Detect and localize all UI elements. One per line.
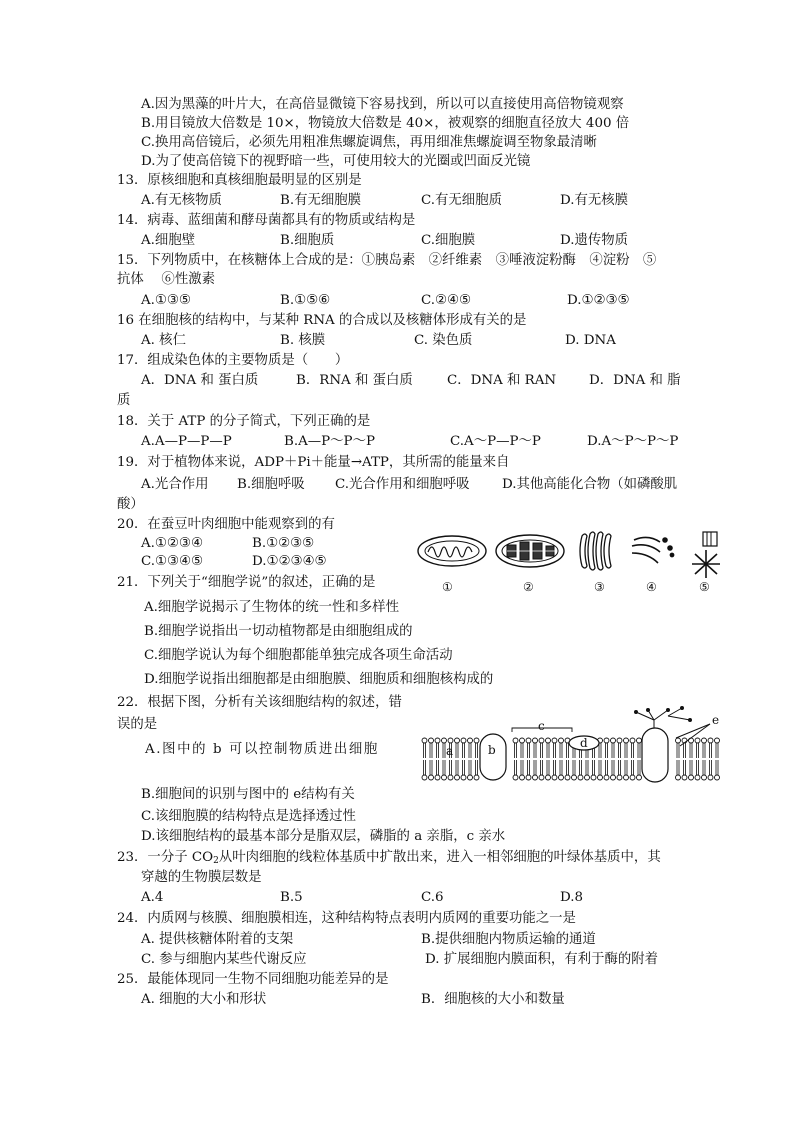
q22-option-a: A.图中的 b 可以控制物质进出细胞	[145, 742, 379, 757]
q20-stem: 20．在蚕豆叶肉细胞中能观察到的有	[117, 517, 335, 532]
organelle-label-5: ⑤	[699, 580, 710, 594]
chloroplast-figure	[496, 535, 564, 567]
q17-option-d-cont: 质	[117, 393, 131, 408]
membrane-label-c: c	[538, 719, 545, 733]
q17-option-d: D．DNA 和 脂	[589, 373, 681, 388]
organelle-figure	[410, 528, 730, 598]
endoplasmic-reticulum-figure	[632, 537, 674, 563]
q23-stem-cont: 穿越的生物膜层数是	[141, 870, 262, 885]
q16-option-a: A. 核仁	[141, 333, 186, 348]
q13-option-b: B.有无细胞膜	[280, 193, 362, 208]
organelle-label-1: ①	[442, 580, 453, 594]
q20-option-b: B.①②③⑤	[252, 536, 315, 551]
q22-option-c: C.该细胞膜的结构特点是选择透过性	[141, 809, 356, 824]
q19-option-a: A.光合作用	[141, 477, 209, 492]
q19-option-d: D.其他高能化合物（如磷酸肌	[502, 477, 678, 492]
q21-option-d: D.细胞学说指出细胞都是由细胞膜、细胞质和细胞核构成的	[144, 672, 494, 687]
q23-option-a: A.4	[141, 890, 164, 905]
q24-option-a: A. 提供核糖体附着的支架	[141, 932, 294, 947]
q16-stem: 16 在细胞核的结构中，与某种 RNA 的合成以及核糖体形成有关的是	[117, 313, 527, 328]
q13-stem: 13．原核细胞和真核细胞最明显的区别是	[117, 173, 362, 188]
q23-option-d: D.8	[560, 890, 584, 905]
q25-option-b: B．细胞核的大小和数量	[421, 992, 565, 1007]
membrane-label-b: b	[488, 743, 496, 757]
q15-option-b: B.①⑤⑥	[280, 293, 331, 308]
q21-option-c: C.细胞学说认为每个细胞都能单独完成各项生命活动	[144, 648, 453, 663]
q21-option-a: A.细胞学说揭示了生物体的统一性和多样性	[144, 600, 399, 615]
q14-option-d: D.遗传物质	[560, 233, 629, 248]
organelle-label-3: ③	[594, 580, 605, 594]
q19-option-c: C.光合作用和细胞呼吸	[335, 477, 470, 492]
q13-option-d: D.有无核膜	[560, 193, 629, 208]
q15-option-d: D.①②③⑤	[567, 293, 630, 308]
q23-option-b: B.5	[280, 890, 303, 905]
q17-option-c: C．DNA 和 RAN	[447, 373, 557, 388]
q22-option-d: D.该细胞结构的最基本部分是脂双层，磷脂的 a 亲脂，c 亲水	[141, 829, 506, 844]
q13-option-a: A.有无核物质	[141, 193, 222, 208]
q15-stem-cont: 抗体 ⑥性激素	[117, 272, 215, 287]
q24-stem: 24．内质网与核膜、细胞膜相连，这种结构特点表明内质网的重要功能之一是	[117, 911, 576, 926]
q25-option-a: A. 细胞的大小和形状	[141, 992, 267, 1007]
q24-option-d: D. 扩展细胞内膜面积，有利于酶的附着	[425, 952, 659, 967]
q22-stem: 22．根据下图，分析有关该细胞结构的叙述，错	[117, 695, 402, 710]
q18-option-b: B.A—P～P～P	[284, 434, 375, 449]
q17-stem: 17．组成染色体的主要物质是（ ）	[117, 353, 349, 368]
q20-option-a: A.①②③④	[141, 536, 203, 551]
q12-option-c: C.换用高倍镜后，必须先用粗准焦螺旋调焦，再用细准焦螺旋调至物象最清晰	[141, 135, 597, 150]
q24-option-b: B.提供细胞内物质运输的通道	[421, 932, 596, 947]
q21-stem: 21．下列关于“细胞学说”的叙述，正确的是	[117, 575, 376, 590]
q12-option-a: A.因为黑藻的叶片大，在高倍显微镜下容易找到，所以可以直接使用高倍物镜观察	[141, 97, 624, 112]
q22-stem-cont: 误的是	[117, 717, 158, 732]
membrane-label-d: d	[580, 736, 588, 750]
q14-stem: 14．病毒、蓝细菌和酵母菌都具有的物质或结构是	[117, 213, 416, 228]
protein-b	[480, 734, 506, 780]
protein-e	[642, 728, 668, 782]
q18-option-a: A.A—P—P—P	[141, 434, 232, 449]
q15-stem: 15．下列物质中，在核糖体上合成的是：①胰岛素 ②纤维素 ③唾液淀粉酶 ④淀粉 ⑤	[117, 253, 657, 268]
q12-option-d: D.为了使高倍镜下的视野暗一些，可使用较大的光圈或凹面反光镜	[141, 154, 531, 169]
organelle-label-2: ②	[523, 580, 534, 594]
q17-option-a: A．DNA 和 蛋白质	[141, 373, 259, 388]
q20-option-d: D.①②③④⑤	[252, 554, 327, 569]
q21-option-b: B.细胞学说指出一切动植物都是由细胞组成的	[144, 624, 413, 639]
golgi-figure	[580, 532, 611, 570]
membrane-label-a: a	[446, 744, 454, 758]
membrane-figure	[418, 704, 730, 786]
q19-stem: 19．对于植物体来说，ADP＋Pi＋能量→ATP，其所需的能量来自	[117, 455, 510, 470]
q16-option-b: B. 核膜	[280, 333, 326, 348]
organelle-label-4: ④	[646, 580, 657, 594]
q18-stem: 18．关于 ATP 的分子简式，下列正确的是	[117, 414, 371, 429]
q16-option-c: C. 染色质	[414, 333, 473, 348]
q12-option-b: B.用目镜放大倍数是 10×，物镜放大倍数是 40×，被观察的细胞直径放大 400 倍	[141, 116, 630, 131]
q20-option-c: C.①③④⑤	[141, 554, 204, 569]
q14-option-a: A.细胞壁	[141, 233, 196, 248]
q15-option-c: C.②④⑤	[421, 293, 472, 308]
q17-option-b: B．RNA 和 蛋白质	[296, 373, 413, 388]
q16-option-d: D. DNA	[565, 333, 616, 348]
q15-option-a: A.①③⑤	[141, 293, 191, 308]
q22-option-b: B.细胞间的识别与图中的 e结构有关	[141, 787, 355, 802]
q14-option-c: C.细胞膜	[421, 233, 476, 248]
q19-option-d-cont: 酸）	[117, 497, 144, 512]
mitochondrion-figure	[418, 536, 486, 566]
q25-stem: 25．最能体现同一生物不同细胞功能差异的是	[117, 972, 389, 987]
membrane-label-e: e	[712, 713, 720, 727]
q23-option-c: C.6	[421, 890, 444, 905]
centrosome-figure	[692, 532, 720, 578]
q18-option-d: D.A～P～P～P	[587, 434, 679, 449]
q13-option-c: C.有无细胞质	[421, 193, 502, 208]
q19-option-b: B.细胞呼吸	[237, 477, 305, 492]
q24-option-c: C. 参与细胞内某些代谢反应	[141, 952, 307, 967]
q14-option-b: B.细胞质	[280, 233, 335, 248]
q18-option-c: C.A～P—P～P	[450, 434, 541, 449]
q23-stem: 23．一分子 $CO_2$从叶肉细胞的线粒体基质中扩散出来，进入一相邻细胞的叶绿体基质中，其	[117, 850, 661, 866]
